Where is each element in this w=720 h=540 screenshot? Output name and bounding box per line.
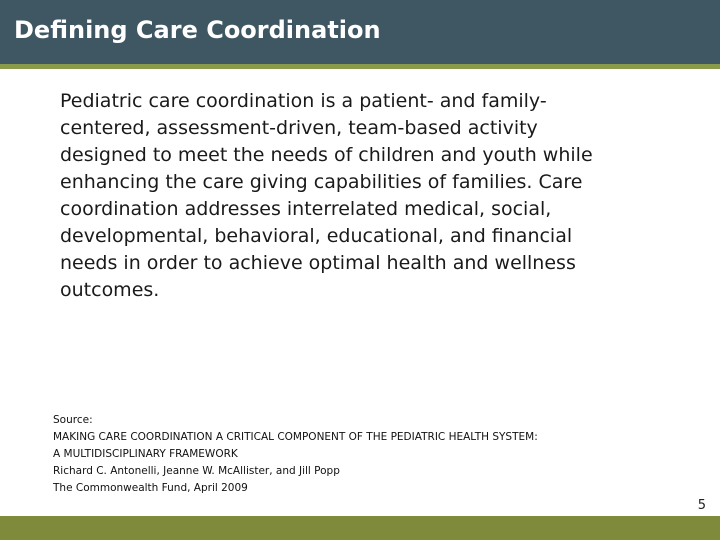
source-publisher: The Commonwealth Fund, April 2009 [53,482,248,494]
source-citation [53,412,673,497]
definition-line: centered, assessment-driven, team-based activity [60,117,538,139]
page-number: 5 [697,498,706,513]
definition-line: enhancing the care giving capabilities of families. Care [60,171,583,193]
title-accent-stripe [0,64,720,69]
definition-line: needs in order to achieve optimal health and wellness [60,252,576,274]
definition-line: designed to meet the needs of children and youth while [60,144,593,166]
definition-line: developmental, behavioral, educational, and financial [60,225,573,247]
source-title-line: MAKING CARE COORDINATION A CRITICAL COMPONENT OF THE PEDIATRIC HEALTH SYSTEM: [53,431,538,443]
source-label: Source: [53,414,93,426]
definition-paragraph [60,88,675,304]
slide-title: Defining Care Coordination [14,16,381,44]
title-bar [0,0,720,64]
definition-line: Pediatric care coordination is a patient- and family- [60,90,547,112]
definition-line: coordination addresses interrelated medical, social, [60,198,552,220]
source-title-line: A MULTIDISCIPLINARY FRAMEWORK [53,448,238,460]
source-authors: Richard C. Antonelli, Jeanne W. McAllister, and Jill Popp [53,465,340,477]
footer-bar [0,516,720,540]
definition-line: outcomes. [60,279,160,301]
